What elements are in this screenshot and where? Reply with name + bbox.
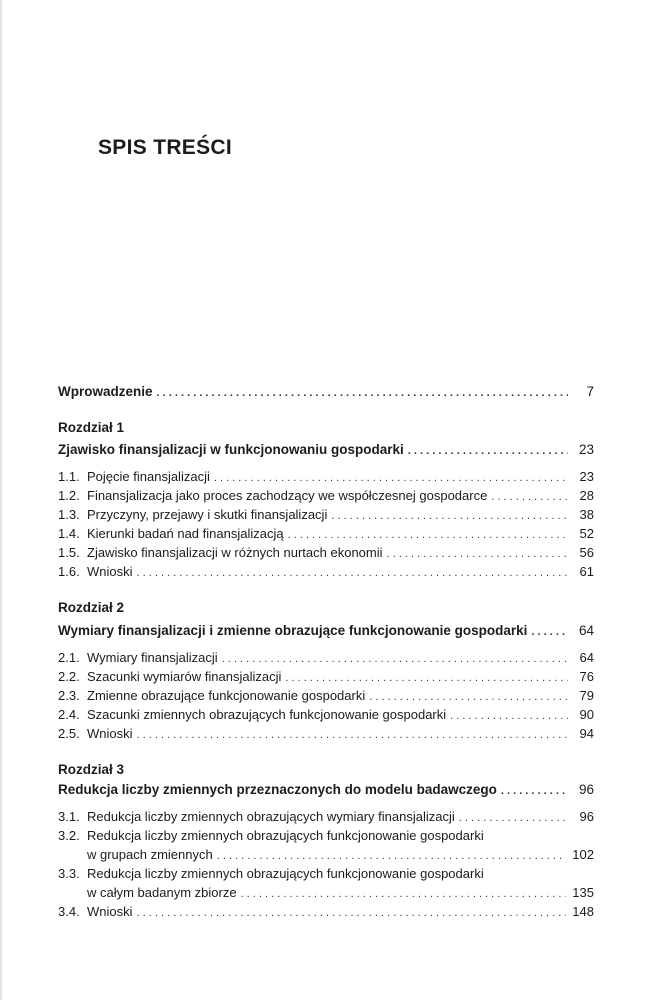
- toc-entry-section[interactable]: [58, 866, 594, 882]
- dot-leader: [491, 489, 568, 505]
- chapter-heading: Rozdział 2: [58, 600, 125, 615]
- section-number: 1.6.: [58, 564, 80, 579]
- toc-entry-section-continuation[interactable]: [87, 885, 594, 902]
- toc-entry-label: w grupach zmiennych: [87, 847, 213, 862]
- toc-entry-page: 94: [579, 726, 594, 741]
- toc-entry-label: Finansjalizacja jako proces zachodzący we współczesnej gospodarce: [87, 488, 488, 503]
- toc-entry-page: 64: [579, 650, 594, 665]
- toc-entry-intro[interactable]: [58, 384, 594, 401]
- toc-entry-page: 38: [579, 507, 594, 522]
- dot-leader: [331, 508, 568, 524]
- dot-leader: [137, 905, 567, 921]
- toc-entry-chapter-1[interactable]: [58, 442, 594, 459]
- toc-entry-page: 90: [579, 707, 594, 722]
- toc-entry-page: 148: [572, 904, 594, 919]
- dot-leader: [408, 443, 568, 459]
- toc-entry-page: 56: [579, 545, 594, 560]
- dot-leader: [450, 708, 568, 724]
- section-number: 2.4.: [58, 707, 80, 722]
- dot-leader: [459, 810, 568, 826]
- section-number: 3.1.: [58, 809, 80, 824]
- toc-entry-page: 96: [578, 782, 594, 797]
- toc-entry-page: 7: [586, 384, 594, 399]
- toc-entry-section[interactable]: [58, 809, 594, 826]
- toc-entry-page: 96: [579, 809, 594, 824]
- toc-entry-label: Wnioski: [87, 904, 133, 919]
- toc-entry-section[interactable]: [58, 564, 594, 581]
- toc-entry-section-continuation[interactable]: [87, 847, 594, 864]
- dot-leader: [137, 727, 568, 743]
- dot-leader: [241, 886, 567, 902]
- dot-leader: [387, 546, 568, 562]
- page-title: SPIS TREŚCI: [98, 136, 232, 159]
- section-number: 1.4.: [58, 526, 80, 541]
- toc-entry-section[interactable]: [58, 669, 594, 686]
- dot-leader: [531, 624, 568, 640]
- toc-entry-page: 76: [579, 669, 594, 684]
- dot-leader: [217, 848, 567, 864]
- toc-entry-section[interactable]: [58, 488, 594, 505]
- toc-entry-page: 102: [572, 847, 594, 862]
- toc-entry-label: Wnioski: [87, 564, 133, 579]
- toc-entry-section[interactable]: [58, 828, 594, 844]
- toc-entry-chapter-2[interactable]: [58, 623, 594, 640]
- toc-entry-section[interactable]: [58, 726, 594, 743]
- toc-entry-page: 61: [579, 564, 594, 579]
- toc-entry-section[interactable]: [58, 507, 594, 524]
- toc-entry-page: 52: [579, 526, 594, 541]
- toc-entry-label: Wprowadzenie: [58, 384, 153, 399]
- toc-entry-section[interactable]: [58, 545, 594, 562]
- toc-entry-label: Wymiary finansjalizacji i zmienne obrazujące funkcjonowanie gospodarki: [58, 623, 528, 638]
- dot-leader: [288, 527, 568, 543]
- toc-entry-section[interactable]: [58, 707, 594, 724]
- section-number: 3.2.: [58, 828, 80, 843]
- toc-entry-label: Szacunki zmiennych obrazujących funkcjonowanie gospodarki: [87, 707, 447, 722]
- toc-entry-label: Redukcja liczby zmiennych obrazujących funkcjonowanie gospodarki: [87, 828, 484, 843]
- toc-entry-label: w całym badanym zbiorze: [87, 885, 237, 900]
- toc-entry-section[interactable]: [58, 526, 594, 543]
- toc-entry-label: Wymiary finansjalizacji: [87, 650, 218, 665]
- section-number: 3.3.: [58, 866, 80, 881]
- dot-leader: [222, 651, 568, 667]
- toc-entry-label: Kierunki badań nad finansjalizacją: [87, 526, 284, 541]
- section-number: 2.1.: [58, 650, 80, 665]
- dot-leader: [214, 470, 568, 486]
- toc-entry-page: 79: [579, 688, 594, 703]
- toc-entry-page: 23: [579, 469, 594, 484]
- dot-leader: [369, 689, 568, 705]
- toc-entry-page: 135: [572, 885, 594, 900]
- chapter-heading: Rozdział 1: [58, 420, 125, 435]
- toc-entry-label: Zjawisko finansjalizacji w różnych nurtach ekonomii: [87, 545, 383, 560]
- toc-entry-label: Pojęcie finansjalizacji: [87, 469, 210, 484]
- dot-leader: [285, 670, 568, 686]
- dot-leader: [157, 385, 568, 401]
- toc-entry-label: Zmienne obrazujące funkcjonowanie gospodarki: [87, 688, 366, 703]
- toc-entry-section[interactable]: [58, 904, 594, 921]
- section-number: 1.3.: [58, 507, 80, 522]
- dot-leader: [137, 565, 568, 581]
- section-number: 2.3.: [58, 688, 80, 703]
- section-number: 1.1.: [58, 469, 80, 484]
- page-edge: [0, 0, 3, 1000]
- toc-entry-page: 64: [578, 623, 594, 638]
- toc-entry-chapter-3[interactable]: [58, 782, 594, 799]
- toc-entry-page: 23: [578, 442, 594, 457]
- toc-entry-label: Zjawisko finansjalizacji w funkcjonowaniu gospodarki: [58, 442, 404, 457]
- toc-entry-label: Redukcja liczby zmiennych przeznaczonych do modelu badawczego: [58, 782, 497, 797]
- section-number: 2.5.: [58, 726, 80, 741]
- chapter-heading: Rozdział 3: [58, 762, 125, 777]
- toc-entry-label: Przyczyny, przejawy i skutki finansjalizacji: [87, 507, 328, 522]
- toc-entry-label: Redukcja liczby zmiennych obrazujących funkcjonowanie gospodarki: [87, 866, 484, 881]
- section-number: 2.2.: [58, 669, 80, 684]
- toc-entry-label: Szacunki wymiarów finansjalizacji: [87, 669, 282, 684]
- toc-entry-section[interactable]: [58, 650, 594, 667]
- section-number: 1.2.: [58, 488, 80, 503]
- section-number: 3.4.: [58, 904, 80, 919]
- toc-entry-section[interactable]: [58, 688, 594, 705]
- toc-entry-label: Wnioski: [87, 726, 133, 741]
- section-number: 1.5.: [58, 545, 80, 560]
- toc-entry-page: 28: [579, 488, 594, 503]
- dot-leader: [501, 783, 568, 799]
- toc-entry-label: Redukcja liczby zmiennych obrazujących wymiary finansjalizacji: [87, 809, 455, 824]
- toc-entry-section[interactable]: [58, 469, 594, 486]
